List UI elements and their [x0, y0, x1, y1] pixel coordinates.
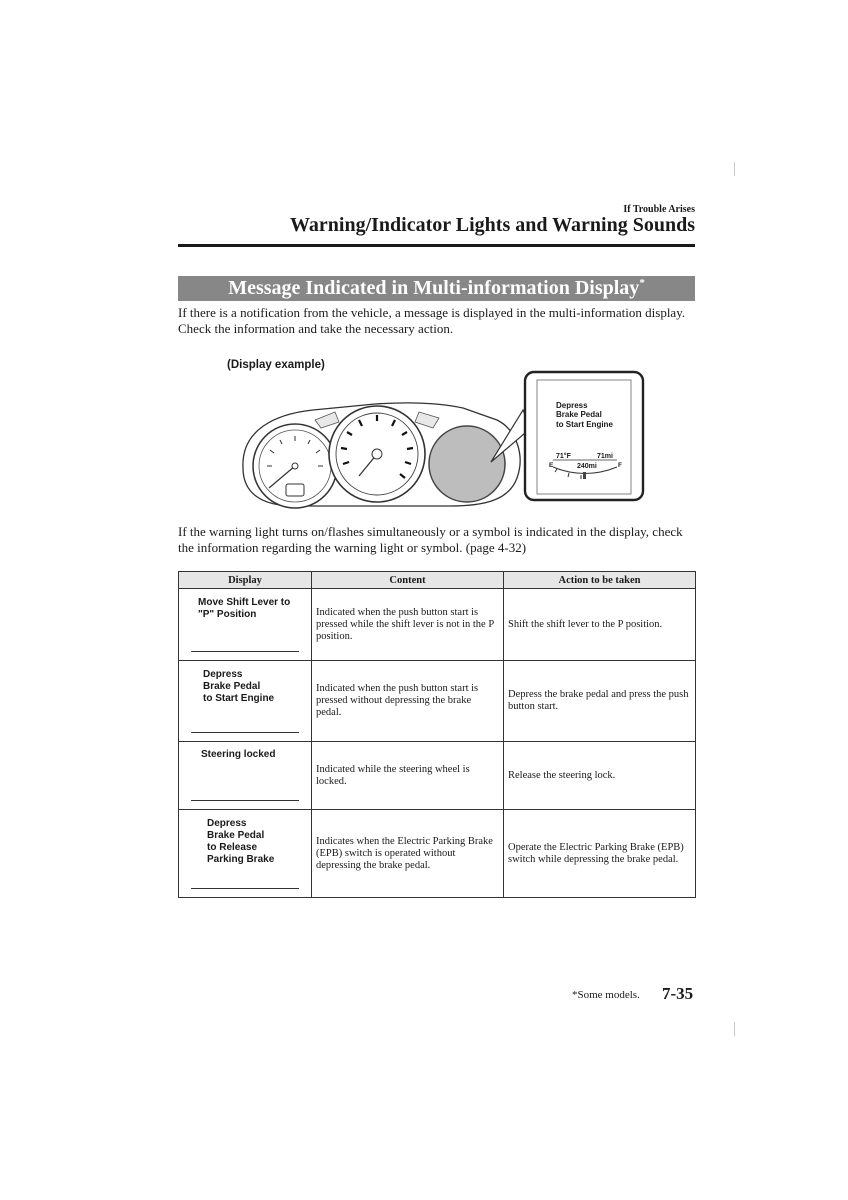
speedometer-gauge — [329, 406, 425, 502]
display-underline — [191, 800, 299, 801]
display-callout — [525, 372, 643, 500]
table-header-row — [179, 572, 696, 589]
display-message: Steering locked — [201, 749, 276, 760]
callout-message-line-1: Depress — [556, 401, 588, 410]
fuel-gauge-full-label: F — [618, 462, 622, 469]
banner-footnote-mark: * — [639, 277, 645, 289]
outside-temp-readout: 71°F — [556, 453, 571, 460]
action-cell: Depress the brake pedal and press the push button start. — [504, 661, 696, 742]
callout-message-line-3: to Start Engine — [556, 420, 613, 429]
display-cell — [179, 589, 312, 661]
figure-caption: (Display example) — [227, 359, 325, 371]
column-header-action: Action to be taken — [504, 572, 696, 589]
display-underline — [191, 651, 299, 652]
content-cell: Indicates when the Electric Parking Brake (EPB) switch is operated without depressing the brake pedal. — [312, 810, 504, 898]
content-cell: Indicated when the push button start is pressed while the shift lever is not in the P position. — [312, 589, 504, 661]
fuel-economy-readout: 71mi — [597, 453, 613, 460]
message-table — [178, 571, 696, 898]
section-rule — [178, 244, 695, 247]
margin-tick-top — [734, 162, 735, 176]
topic-banner — [178, 276, 695, 301]
display-underline — [191, 732, 299, 733]
banner-title: Message Indicated in Multi-information Display — [228, 277, 640, 299]
tachometer-gauge — [253, 424, 337, 508]
content-cell: Indicated while the steering wheel is locked. — [312, 742, 504, 810]
intro-paragraph: If there is a notification from the vehicle, a message is displayed in the multi-information display. Check the information and take the necessary action. — [178, 305, 686, 336]
table-row — [179, 661, 696, 742]
range-readout: 240mi — [577, 463, 597, 470]
table-row — [179, 810, 696, 898]
footnote: *Some models. — [572, 989, 640, 1001]
display-cell — [179, 742, 312, 810]
section-title: Warning/Indicator Lights and Warning Sounds — [290, 214, 695, 236]
display-message: Depress Brake Pedal to Start Engine — [203, 669, 275, 704]
table-row — [179, 742, 696, 810]
display-cell — [179, 661, 312, 742]
action-cell: Shift the shift lever to the P position. — [504, 589, 696, 661]
action-cell: Release the steering lock. — [504, 742, 696, 810]
column-header-display: Display — [179, 572, 312, 589]
page-number: 7-35 — [662, 984, 694, 1003]
callout-message-line-2: Brake Pedal — [556, 410, 602, 419]
display-underline — [191, 888, 299, 889]
content-cell: Indicated when the push button start is pressed without depressing the brake pedal. — [312, 661, 504, 742]
display-cell — [179, 810, 312, 898]
display-message: Depress Brake Pedal to Release Parking Brake — [207, 818, 275, 865]
multi-information-display-circle — [429, 426, 505, 502]
margin-tick-bottom — [734, 1022, 735, 1036]
display-message: Move Shift Lever to "P" Position — [198, 597, 291, 620]
table-row — [179, 589, 696, 661]
column-header-content: Content — [312, 572, 504, 589]
instrument-cluster-figure — [235, 368, 650, 518]
fuel-gauge-empty-label: E — [549, 462, 554, 469]
lookup-paragraph: If the warning light turns on/flashes simultaneously or a symbol is indicated in the display, check the information regarding the warning light or symbol. (page 4-32) — [178, 524, 683, 555]
action-cell: Operate the Electric Parking Brake (EPB) switch while depressing the brake pedal. — [504, 810, 696, 898]
chapter-title: If Trouble Arises — [623, 204, 695, 215]
